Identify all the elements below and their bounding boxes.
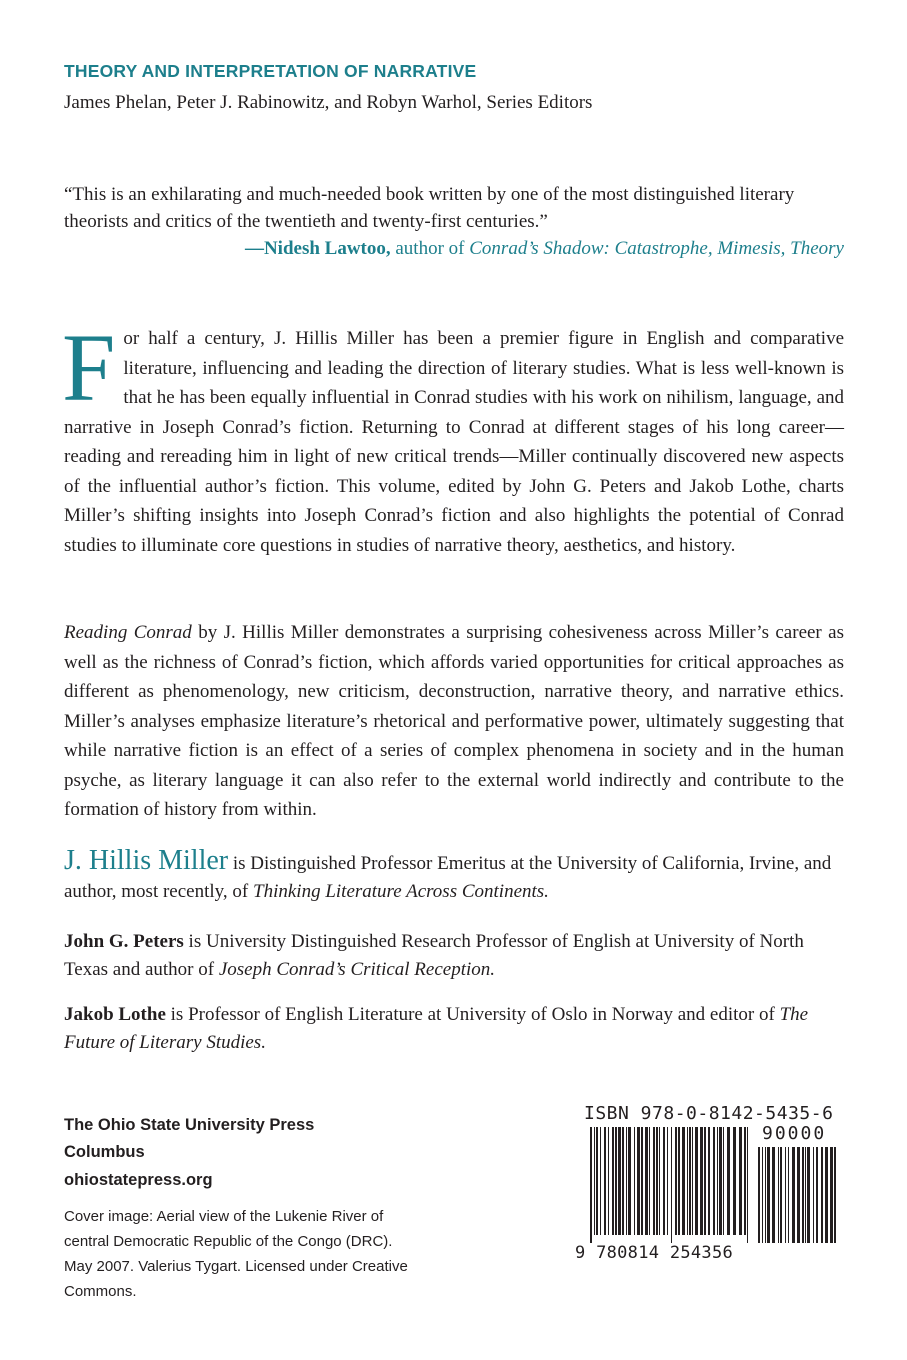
barcode-addon-digits: 90000 [762,1123,827,1144]
bio-text: is Professor of English Literature at University of Oslo in Norway and editor of [165,1004,780,1025]
barcode-bar [615,1127,617,1235]
bio-name: Jakob Lothe [64,1004,166,1025]
isbn-label: ISBN 978-0-8142-5435-6 [584,1103,834,1124]
barcode-bar [813,1147,814,1243]
barcode-bar [675,1127,677,1235]
barcode-bar [727,1127,730,1235]
barcode-bar [830,1147,833,1243]
barcode-bar [733,1127,736,1235]
barcode-bar [762,1147,763,1243]
barcode-bar [805,1147,806,1243]
barcode-bar [618,1127,621,1235]
bio-text: is Distinguished Professor Emeritus at the University of California, Irvine, and author, most recently, of [64,853,832,902]
barcode-bar [689,1127,691,1235]
barcode-bar [767,1147,770,1243]
barcode-bar [778,1147,779,1243]
barcode-bar [653,1127,655,1235]
series-editors: James Phelan, Peter J. Rabinowitz, and Robyn Warhol, Series Editors [64,92,593,113]
attribution-name: Nidesh Lawtoo, [263,238,391,259]
publisher-city: Columbus [64,1143,145,1161]
barcode-bar [594,1127,595,1235]
paragraph-2-text: by J. Hillis Miller demonstrates a surprising cohesiveness across Miller’s career as well as the richness of Conrad’s fiction, which affords varied opportunities for critical approaches as different as phenomenology, new criticism, deconstruction, narrative theory, and narrative ethics. Miller’s analyses emphasize literature’s rhetorical and performative power, ultimately suggesting that while narrative fiction is an effect of a series of complex phenomena in society and in the human psyche, as literary language it can also refer to the external world indirectly and contribute to the formation of history from within. [64,622,844,820]
series-title: THEORY AND INTERPRETATION OF NARRATIVE [64,61,477,81]
attribution-text: author of [390,238,470,259]
barcode-bar [608,1127,609,1235]
barcode-bar [628,1127,631,1235]
barcode-bar [678,1127,680,1235]
barcode-bar [744,1127,746,1235]
barcode-icon [590,1127,752,1243]
barcode-bar [792,1147,795,1243]
book-title: Reading Conrad [64,622,192,643]
blurb-attribution [245,238,844,260]
barcode-bar [713,1127,715,1235]
barcode-bar [612,1127,614,1235]
description-paragraph-2 [64,618,844,825]
barcode-bar [788,1147,789,1243]
barcode-bar [834,1147,836,1243]
barcode-bar [821,1147,823,1243]
bio-work: Joseph Conrad’s Critical Reception. [218,959,496,980]
attribution-work: Conrad’s Shadow: Catastrophe, Mimesis, Theory [469,238,844,259]
barcode-bar [649,1127,650,1235]
barcode-bar [692,1127,693,1235]
barcode-bar [663,1127,665,1235]
editor-bio-peters [64,928,844,984]
barcode-bar [626,1127,627,1235]
barcode-bar [656,1127,658,1235]
barcode-bar [807,1147,810,1243]
bio-text: is University Distinguished Research Professor of English at University of North Texas and author of [64,931,804,980]
cover-credit: Cover image: Aerial view of the Lukenie River of central Democratic Republic of the Congo (DRC). May 2007. Valerius Tygart. Licensed under Creative Commons. [64,1208,408,1300]
barcode-bar [780,1147,782,1243]
barcode-bar [682,1127,685,1235]
barcode-bar [723,1127,724,1235]
barcode-bar [667,1127,668,1235]
barcode-bar [700,1127,703,1235]
barcode-bar [704,1127,706,1235]
barcode-bar [797,1147,800,1243]
barcode-bar [687,1127,688,1235]
barcode-bar [604,1127,606,1235]
barcode-bar [659,1127,660,1235]
publisher-url: ohiostatepress.org [64,1171,213,1189]
barcode-bar [645,1127,648,1235]
barcode-bar [596,1127,598,1235]
barcode-bar [772,1147,775,1243]
barcode-addon-icon [758,1147,840,1243]
barcode-bar [719,1127,722,1235]
publisher-name: The Ohio State University Press [64,1116,315,1134]
barcode-bar [747,1127,748,1243]
barcode-bar [695,1127,698,1235]
barcode-bar [765,1147,766,1243]
barcode-bar [641,1127,643,1235]
blurb-quote: “This is an exhilarating and much-needed book written by one of the most distinguished literary theorists and critics of the twentieth and twenty-first centuries.” [64,184,795,232]
author-bio-miller [64,847,844,906]
description-paragraph-1 [62,314,844,560]
bio-work: Thinking Literature Across Continents. [253,881,549,902]
barcode-bar [717,1127,718,1235]
barcode-bar [708,1127,710,1235]
barcode-bar [600,1127,601,1235]
barcode-bar [802,1147,804,1243]
barcode-digits: 9 780814 254356 [575,1243,734,1263]
attribution-dash: — [244,238,264,259]
editor-bio-lothe [64,1001,844,1057]
barcode-bar [622,1127,624,1235]
barcode-bar [590,1127,592,1243]
drop-cap: F [62,314,116,421]
barcode-bar [739,1127,742,1235]
bio-name: J. Hillis Miller [64,845,229,876]
bio-name: John G. Peters [64,931,184,952]
barcode-bar [671,1127,672,1243]
barcode-bar [785,1147,786,1243]
barcode-bar [758,1147,760,1243]
barcode-bar [816,1147,818,1243]
bio-work: The Future of Literary Studies. [64,1004,809,1053]
paragraph-1-text: or half a century, J. Hillis Miller has been a premier figure in English and comparative literature, influencing and leading the direction of literary studies. What is less well-known is that he has been equally influential in Conrad studies with his work on nihilism, language, and narrative in Joseph Conrad’s fiction. Returning to Conrad at different stages of his long career—reading and rereading him in light of new critical trends—Miller continually discovered new aspects of the influential author’s fiction. This volume, edited by John G. Peters and Jakob Lothe, charts Miller’s shifting insights into Joseph Conrad’s fiction and also highlights the potential of Conrad studies to illuminate core questions in studies of narrative theory, aesthetics, and history. [64,328,844,556]
barcode-bar [634,1127,635,1235]
barcode-bar [637,1127,640,1235]
barcode-bar [825,1147,828,1243]
